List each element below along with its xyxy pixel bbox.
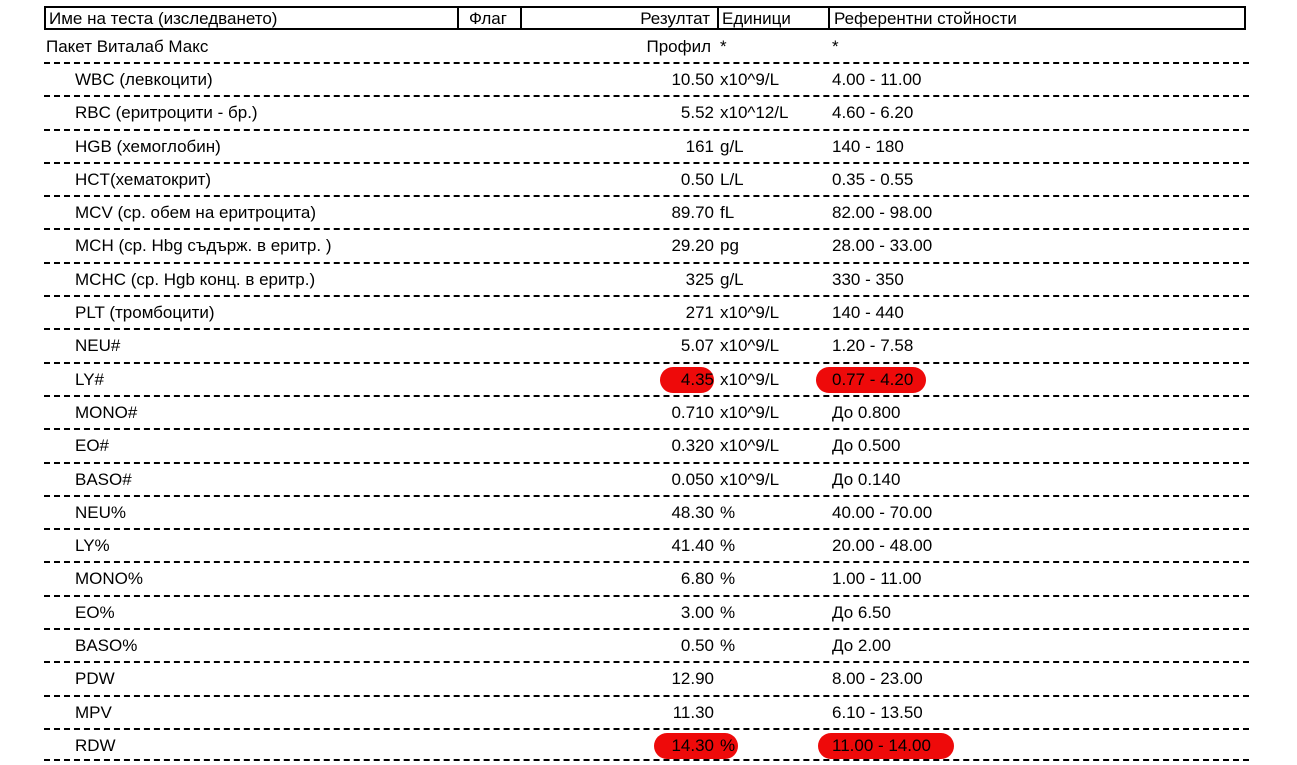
test-result: 10.50: [671, 70, 714, 89]
test-unit: x10^9/L: [720, 402, 780, 422]
test-name: MONO#: [75, 402, 138, 422]
table-row: [44, 162, 1249, 195]
table-row: [44, 595, 1249, 628]
results-table: [44, 62, 1249, 761]
test-reference: 4.60 - 6.20: [832, 103, 914, 123]
test-result: 4.35: [680, 369, 714, 389]
table-row: [44, 95, 1249, 128]
test-name: MPV: [75, 702, 112, 722]
test-result: 325: [685, 269, 714, 289]
test-reference: 0.77 - 4.20: [832, 369, 914, 389]
test-reference: 0.35 - 0.55: [832, 169, 914, 189]
test-name: RBC (еритроцити - бр.): [75, 103, 258, 123]
table-row: [44, 295, 1249, 328]
test-reference: 140 - 180: [832, 136, 904, 156]
test-result: 12.90: [671, 669, 714, 689]
test-name: MCH (ср. Hbg съдърж. в еритр. ): [75, 236, 332, 256]
header-test-name: Име на теста (изследването): [49, 9, 278, 28]
test-result: 41.40: [671, 536, 714, 556]
test-reference: До 2.00: [832, 636, 891, 656]
test-name: EO%: [75, 602, 115, 622]
test-reference: 28.00 - 33.00: [832, 236, 933, 256]
test-name: WBC (левкоцити): [75, 70, 213, 89]
test-result: 0.320: [671, 436, 714, 456]
test-unit: x10^12/L: [720, 103, 789, 123]
test-unit: L/L: [720, 169, 744, 189]
test-name: MCV (ср. обем на еритроцита): [75, 203, 317, 223]
test-result: 89.70: [671, 203, 714, 223]
table-row: [44, 462, 1249, 495]
test-reference: 82.00 - 98.00: [832, 203, 933, 223]
test-name: NEU#: [75, 336, 121, 356]
table-row: [44, 495, 1249, 528]
test-unit: x10^9/L: [720, 369, 780, 389]
table-row: [44, 362, 1249, 395]
test-reference: До 6.50: [832, 602, 891, 622]
test-unit: x10^9/L: [720, 303, 780, 323]
test-name: MCHC (ср. Hgb конц. в еритр.): [75, 269, 316, 289]
table-row: [44, 728, 1249, 761]
test-reference: До 0.140: [832, 469, 901, 489]
test-unit: x10^9/L: [720, 436, 780, 456]
test-reference: 4.00 - 11.00: [832, 70, 922, 89]
test-result: 0.50: [680, 636, 714, 656]
package-result: Профил: [646, 37, 711, 56]
test-reference: 40.00 - 70.00: [832, 502, 933, 522]
test-name: PDW: [75, 669, 115, 689]
test-unit: pg: [720, 236, 739, 256]
table-row: [44, 228, 1249, 261]
test-result: 11.30: [672, 702, 714, 722]
header-reference: Референтни стойности: [834, 9, 1017, 28]
test-unit: %: [720, 502, 736, 522]
test-unit: x10^9/L: [720, 336, 780, 356]
test-result: 29.20: [671, 236, 714, 256]
test-reference: 6.10 - 13.50: [832, 702, 923, 722]
header-units: Единици: [722, 9, 791, 28]
test-unit: x10^9/L: [720, 469, 780, 489]
table-row: [44, 528, 1249, 561]
test-result: 0.50: [680, 169, 714, 189]
test-unit: %: [720, 735, 736, 755]
test-result: 161: [685, 136, 714, 156]
table-row: [44, 628, 1249, 661]
table-row: [44, 428, 1249, 461]
test-reference: 11.00 - 14.00: [832, 735, 931, 755]
test-reference: До 0.800: [832, 402, 901, 422]
test-result: 14.30: [671, 735, 714, 755]
test-name: BASO%: [75, 636, 138, 656]
test-unit: %: [720, 636, 736, 656]
test-name: MONO%: [75, 569, 143, 589]
table-row: [44, 129, 1249, 162]
test-name: LY%: [75, 536, 110, 556]
test-name: HGB (хемоглобин): [75, 136, 221, 156]
table-header: [44, 6, 1246, 30]
test-result: 5.07: [680, 336, 714, 356]
test-name: PLT (тромбоцити): [75, 303, 215, 323]
test-result: 0.710: [671, 402, 714, 422]
package-units: *: [720, 37, 727, 56]
test-name: RDW: [75, 735, 116, 755]
test-result: 48.30: [671, 502, 714, 522]
test-unit: g/L: [720, 269, 744, 289]
test-unit: fL: [720, 203, 735, 223]
test-reference: 140 - 440: [832, 303, 904, 323]
test-unit: %: [720, 602, 736, 622]
table-row: [44, 395, 1249, 428]
header-divider: [717, 8, 719, 28]
test-name: EO#: [75, 436, 110, 456]
table-row: [44, 195, 1249, 228]
table-row: [44, 62, 1249, 95]
test-name: NEU%: [75, 502, 127, 522]
test-result: 3.00: [680, 602, 714, 622]
header-divider: [520, 8, 522, 28]
table-row: [44, 561, 1249, 594]
table-row: [44, 695, 1249, 728]
table-row: [44, 262, 1249, 295]
test-reference: 1.20 - 7.58: [832, 336, 914, 356]
test-name: BASO#: [75, 469, 132, 489]
test-result: 271: [685, 303, 714, 323]
header-result: Резултат: [640, 9, 710, 28]
test-unit: x10^9/L: [720, 70, 780, 89]
test-unit: %: [720, 569, 736, 589]
test-name: LY#: [75, 369, 104, 389]
package-name: Пакет Виталаб Макс: [46, 37, 209, 56]
test-unit: g/L: [720, 136, 744, 156]
test-unit: %: [720, 536, 736, 556]
test-result: 5.52: [680, 103, 714, 123]
table-row: [44, 661, 1249, 694]
header-divider: [457, 8, 459, 28]
test-reference: 330 - 350: [832, 269, 904, 289]
package-ref: *: [832, 37, 839, 56]
test-reference: 1.00 - 11.00: [832, 569, 922, 589]
test-name: HCT(хематокрит): [75, 169, 212, 189]
test-result: 0.050: [671, 469, 714, 489]
header-divider: [828, 8, 830, 28]
header-flag: Флаг: [469, 9, 507, 28]
package-row: [44, 34, 1246, 62]
table-row: [44, 328, 1249, 361]
test-reference: 8.00 - 23.00: [832, 669, 923, 689]
test-reference: До 0.500: [832, 436, 901, 456]
test-reference: 20.00 - 48.00: [832, 536, 933, 556]
test-result: 6.80: [680, 569, 714, 589]
